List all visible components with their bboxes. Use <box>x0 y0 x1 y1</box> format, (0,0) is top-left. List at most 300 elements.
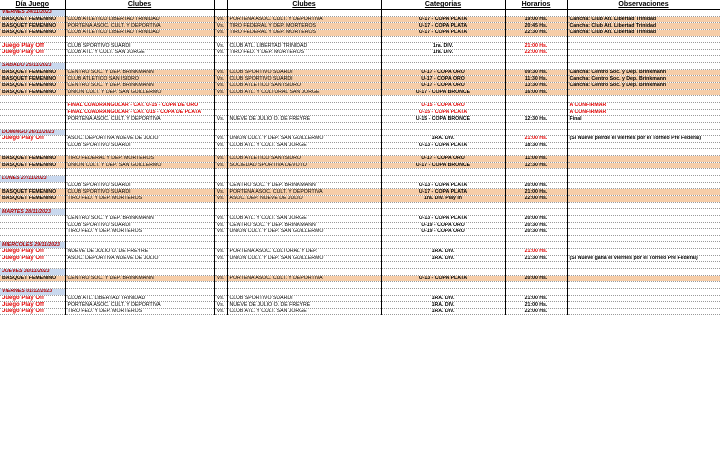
observaciones-cell <box>567 249 720 256</box>
dia-juego-cell: LUNES 27/11/2023 <box>0 176 65 183</box>
club-visitante-cell <box>227 242 381 249</box>
categoria-cell: U-13 - COPA PLATA <box>381 142 505 149</box>
vs-cell: Vs. <box>214 136 227 143</box>
club-local-cell: CLUB SPORTIVO SUARDI <box>65 189 214 196</box>
observaciones-cell <box>567 235 720 242</box>
dia-juego-cell: MIERCOLES 29/11/2023 <box>0 242 65 249</box>
club-local-cell: CLUB ATL. LIBERTAD TRINIDAD <box>65 295 214 302</box>
vs-cell: Vs. <box>214 43 227 50</box>
horario-cell <box>505 202 567 209</box>
observaciones-cell <box>567 89 720 96</box>
club-visitante-cell <box>227 56 381 63</box>
vs-cell <box>214 102 227 109</box>
fixture-rows <box>0 10 720 315</box>
observaciones-cell: Cancha: Centro Soc. y Dep. Brinkmann <box>567 83 720 90</box>
vs-cell <box>214 262 227 269</box>
dia-juego-cell: BASQUET FEMENINO <box>0 76 65 83</box>
club-local-cell: CLUB ATLETICO LIBERTAD TRINIDAD <box>65 16 214 23</box>
club-visitante-cell <box>227 262 381 269</box>
horario-cell <box>505 169 567 176</box>
dia-juego-cell: BASQUET FEMENINO <box>0 29 65 36</box>
club-local-cell: CENTRO SOC. Y DEP. BRINKMANN <box>65 69 214 76</box>
club-local-cell <box>65 36 214 43</box>
vs-cell: Vs. <box>214 249 227 256</box>
club-local-cell: CENTRO SOC. Y DEP. BRINKMANN <box>65 275 214 282</box>
dia-juego-cell: VIERNES 24/11/2023 <box>0 10 65 17</box>
dia-juego-cell <box>0 116 65 123</box>
dia-juego-cell: Juego Play Off <box>0 249 65 256</box>
horario-cell: 21:00 Hs. <box>505 136 567 143</box>
dia-juego-cell: BASQUET FEMENINO <box>0 23 65 30</box>
club-local-cell: ASOC. DEPORTIVA NUEVE DE JULIO <box>65 136 214 143</box>
categoria-cell: U-17 - COPA ORO <box>381 76 505 83</box>
categoria-cell: 1RA. DIV. <box>381 249 505 256</box>
match-row <box>0 102 720 109</box>
categoria-cell <box>381 149 505 156</box>
horario-cell: 13:30 Hs. <box>505 83 567 90</box>
dia-juego-cell: Juego Play Off <box>0 308 65 315</box>
observaciones-cell <box>567 182 720 189</box>
club-local-cell: CLUB SPORTIVO SUARDI <box>65 222 214 229</box>
horario-cell <box>505 149 567 156</box>
dia-juego-cell: BASQUET FEMENINO <box>0 162 65 169</box>
match-row <box>0 249 720 256</box>
dia-juego-cell <box>0 102 65 109</box>
categoria-cell <box>381 262 505 269</box>
club-visitante-cell: CLUB SPORTIVO SUARDI <box>227 76 381 83</box>
observaciones-cell <box>567 262 720 269</box>
vs-cell <box>214 10 227 17</box>
vs-cell <box>214 235 227 242</box>
vs-cell <box>214 288 227 295</box>
observaciones-cell <box>567 282 720 289</box>
day-header-row <box>0 288 720 295</box>
horario-cell: 12:30 Hs. <box>505 162 567 169</box>
observaciones-cell <box>567 195 720 202</box>
dia-juego-cell <box>0 109 65 116</box>
match-row <box>0 308 720 315</box>
categoria-cell <box>381 122 505 129</box>
club-visitante-cell <box>227 149 381 156</box>
spacer-row <box>0 282 720 289</box>
vs-cell: Vs. <box>214 222 227 229</box>
dia-juego-cell: Juego Play Off <box>0 43 65 50</box>
dia-juego-cell <box>0 215 65 222</box>
club-visitante-cell <box>227 109 381 116</box>
club-visitante-cell: PORTEÑA ASOC. CULT. Y DEPORTIVA <box>227 16 381 23</box>
vs-cell <box>214 149 227 156</box>
vs-cell: Vs. <box>214 49 227 56</box>
categoria-cell: U-13 - COPA PLATA <box>381 182 505 189</box>
horario-cell: 20:30 Hs. <box>505 229 567 236</box>
vs-cell <box>214 209 227 216</box>
club-visitante-cell: CLUB ATL. LIBERTAD TRINIDAD <box>227 43 381 50</box>
club-local-cell <box>65 282 214 289</box>
club-local-cell: TIRO FED. Y DEP. MORTEROS <box>65 308 214 315</box>
match-row <box>0 255 720 262</box>
categoria-cell: U-13 - COPA PLATA <box>381 215 505 222</box>
club-local-cell <box>65 268 214 275</box>
day-header-row <box>0 176 720 183</box>
club-visitante-cell: NUEVE DE JULIO O. DE FREYRE <box>227 116 381 123</box>
horario-cell: 12:30 Hs. <box>505 116 567 123</box>
vs-cell: Vs. <box>214 76 227 83</box>
match-row <box>0 275 720 282</box>
observaciones-cell <box>567 142 720 149</box>
horario-cell <box>505 122 567 129</box>
club-local-cell <box>65 242 214 249</box>
categoria-cell: U-17 - COPA ORO <box>381 156 505 163</box>
observaciones-cell <box>567 10 720 17</box>
categoria-cell: 1RA. DIV. <box>381 295 505 302</box>
club-local-cell <box>65 288 214 295</box>
horario-cell: 21:30 Hs. <box>505 255 567 262</box>
horario-cell <box>505 288 567 295</box>
vs-cell: Vs. <box>214 182 227 189</box>
club-local-cell <box>65 209 214 216</box>
dia-juego-cell: Juego Play Off <box>0 49 65 56</box>
observaciones-cell <box>567 288 720 295</box>
categoria-cell: 1RA. DIV. <box>381 255 505 262</box>
dia-juego-cell: BASQUET FEMENINO <box>0 83 65 90</box>
club-local-cell <box>65 10 214 17</box>
observaciones-cell: A CONFIRMAR <box>567 102 720 109</box>
club-visitante-cell <box>227 282 381 289</box>
match-row <box>0 222 720 229</box>
dia-juego-cell: SABADO 25/11/2023 <box>0 63 65 70</box>
header-vs <box>214 0 227 10</box>
club-local-cell <box>65 176 214 183</box>
vs-cell: Vs. <box>214 89 227 96</box>
vs-cell <box>214 109 227 116</box>
horario-cell: 22:30 Hs. <box>505 29 567 36</box>
dia-juego-cell <box>0 222 65 229</box>
match-row <box>0 295 720 302</box>
categoria-cell <box>381 235 505 242</box>
horario-cell: 09:30 Hs. <box>505 69 567 76</box>
club-local-cell <box>65 235 214 242</box>
categoria-cell: 1RA. DIV. <box>381 302 505 309</box>
categoria-cell: U-19 - COPA ORO <box>381 222 505 229</box>
categoria-cell: 1ra. Div. Play In <box>381 195 505 202</box>
club-visitante-cell: ASOC. DEP. NUEVE DE JULIO <box>227 195 381 202</box>
club-visitante-cell: UNION CULT. Y DEP. SAN GUILLERMO <box>227 229 381 236</box>
categoria-cell <box>381 10 505 17</box>
club-local-cell: TIRO FEDERAL Y DEP. MORTEROS <box>65 156 214 163</box>
spacer-row <box>0 96 720 103</box>
categoria-cell: 1RA. DIV. <box>381 308 505 315</box>
club-local-cell: TIRO FED. Y DEP. MORTEROS <box>65 195 214 202</box>
club-local-cell <box>65 122 214 129</box>
dia-juego-cell: MARTES 28/11/2023 <box>0 209 65 216</box>
vs-cell: Vs. <box>214 295 227 302</box>
club-local-cell: NUEVE DE JULIO O. DE FREYRE <box>65 249 214 256</box>
horario-cell <box>505 63 567 70</box>
horario-cell <box>505 36 567 43</box>
vs-cell: Vs. <box>214 83 227 90</box>
observaciones-cell <box>567 295 720 302</box>
dia-juego-cell: BASQUET FEMENINO <box>0 16 65 23</box>
vs-cell: Vs. <box>214 23 227 30</box>
dia-juego-cell: BASQUET FEMENINO <box>0 156 65 163</box>
horario-cell: 22:00 Hs. <box>505 195 567 202</box>
categoria-cell <box>381 176 505 183</box>
categoria-cell: U-17 - COPA ORO <box>381 69 505 76</box>
club-visitante-cell <box>227 169 381 176</box>
day-header-row <box>0 242 720 249</box>
categoria-cell: U-13 - COPA PLATA <box>381 275 505 282</box>
match-row <box>0 43 720 50</box>
dia-juego-cell <box>0 56 65 63</box>
observaciones-cell <box>567 176 720 183</box>
match-row <box>0 142 720 149</box>
header-row <box>0 0 720 10</box>
club-visitante-cell: CLUB ATL. Y CULTURAL SAN JORGE <box>227 89 381 96</box>
horario-cell: 21:00 Hs. <box>505 302 567 309</box>
categoria-cell: U-17 - COPA BRONCE <box>381 89 505 96</box>
club-visitante-cell: CLUB SPORTIVO SUARDI <box>227 295 381 302</box>
club-local-cell <box>65 96 214 103</box>
spacer-row <box>0 36 720 43</box>
club-visitante-cell: PORTEÑA ASOC. CULT. Y DEPORTIVA <box>227 189 381 196</box>
club-visitante-cell <box>227 102 381 109</box>
dia-juego-cell: Juego Play Off <box>0 255 65 262</box>
observaciones-cell: Cancha: Club Atl. Libertad Trinidad <box>567 16 720 23</box>
horario-cell <box>505 109 567 116</box>
club-visitante-cell: CLUB ATLETICO SAN ISIDRO <box>227 83 381 90</box>
vs-cell <box>214 63 227 70</box>
club-visitante-cell <box>227 10 381 17</box>
observaciones-cell: A CONFIRMAR <box>567 109 720 116</box>
club-visitante-cell: NUEVE DE JULIO O. DE FREYRE <box>227 302 381 309</box>
dia-juego-cell: Juego Play Off <box>0 136 65 143</box>
dia-juego-cell: BASQUET FEMENINO <box>0 89 65 96</box>
club-local-cell <box>65 169 214 176</box>
club-visitante-cell <box>227 268 381 275</box>
club-visitante-cell: CLUB SPORTIVO SUARDI <box>227 69 381 76</box>
categoria-cell <box>381 268 505 275</box>
dia-juego-cell: BASQUET FEMENINO <box>0 275 65 282</box>
spacer-row <box>0 235 720 242</box>
club-visitante-cell: CLUB ATL. Y CULT. SAN JORGE <box>227 308 381 315</box>
match-row <box>0 229 720 236</box>
horario-cell <box>505 242 567 249</box>
vs-cell: Vs. <box>214 142 227 149</box>
vs-cell: Vs. <box>214 189 227 196</box>
observaciones-cell <box>567 308 720 315</box>
horario-cell: 20:30 Hs. <box>505 222 567 229</box>
club-local-cell <box>65 202 214 209</box>
horario-cell <box>505 96 567 103</box>
horario-cell <box>505 176 567 183</box>
observaciones-cell <box>567 63 720 70</box>
horario-cell: 11:30 Hs. <box>505 76 567 83</box>
match-row <box>0 89 720 96</box>
observaciones-cell: Cancha: Centro Soc. y Dep. Brinkmann <box>567 69 720 76</box>
observaciones-cell <box>567 36 720 43</box>
club-local-cell: CENTRO SOC. Y DEP. BRINKMANN <box>65 215 214 222</box>
club-visitante-cell <box>227 176 381 183</box>
spacer-row <box>0 262 720 269</box>
spacer-row <box>0 122 720 129</box>
categoria-cell <box>381 63 505 70</box>
categoria-cell <box>381 36 505 43</box>
club-visitante-cell: UNION CULT. Y DEP. SAN GUILLERMO <box>227 255 381 262</box>
vs-cell <box>214 176 227 183</box>
horario-cell: 22:00 Hs. <box>505 49 567 56</box>
dia-juego-cell <box>0 235 65 242</box>
match-row <box>0 195 720 202</box>
spacer-row <box>0 202 720 209</box>
dia-juego-cell: Juego Play Off <box>0 302 65 309</box>
dia-juego-cell <box>0 262 65 269</box>
club-visitante-cell <box>227 235 381 242</box>
categoria-cell: 1RA. DIV. <box>381 136 505 143</box>
categoria-cell: U-17 - COPA PLATA <box>381 29 505 36</box>
dia-juego-cell: JUEVES 30/11/2023 <box>0 268 65 275</box>
observaciones-cell: Cancha: Centro Soc. y Dep. Brinkmann <box>567 76 720 83</box>
horario-cell <box>505 209 567 216</box>
club-local-cell: CLUB ATL. Y CULT. SAN JORGE <box>65 49 214 56</box>
horario-cell: 21:00 Hs. <box>505 295 567 302</box>
vs-cell: Vs. <box>214 302 227 309</box>
club-local-cell: CLUB ATLETICO SAN ISIDRO <box>65 76 214 83</box>
vs-cell <box>214 282 227 289</box>
club-local-cell: CLUB ATLETICO LIBERTAD TRINIDAD <box>65 29 214 36</box>
match-row <box>0 83 720 90</box>
vs-cell <box>214 268 227 275</box>
vs-cell <box>214 36 227 43</box>
observaciones-cell <box>567 222 720 229</box>
categoria-cell: 1ra. DIV. <box>381 43 505 50</box>
vs-cell: Vs. <box>214 156 227 163</box>
observaciones-cell: (Si Nueve pierde el viernes por el Torneo Pre Federal) <box>567 136 720 143</box>
observaciones-cell <box>567 275 720 282</box>
horario-cell <box>505 102 567 109</box>
spacer-row <box>0 149 720 156</box>
club-visitante-cell: CLUB ATL. Y CULT. SAN JORGE <box>227 142 381 149</box>
categoria-cell <box>381 169 505 176</box>
categoria-cell <box>381 209 505 216</box>
dia-juego-cell <box>0 96 65 103</box>
observaciones-cell <box>567 169 720 176</box>
match-row <box>0 215 720 222</box>
categoria-cell <box>381 282 505 289</box>
header-horarios: Horarios <box>505 0 567 10</box>
observaciones-cell <box>567 43 720 50</box>
observaciones-cell <box>567 156 720 163</box>
horario-cell: 19:00 Hs. <box>505 16 567 23</box>
club-local-cell <box>65 63 214 70</box>
club-local-cell: CLUB SPORTIVO SUARDI <box>65 182 214 189</box>
club-visitante-cell <box>227 129 381 136</box>
categoria-cell: U-15 - COPA ORO <box>381 102 505 109</box>
observaciones-cell <box>567 215 720 222</box>
vs-cell <box>214 96 227 103</box>
spacer-row <box>0 56 720 63</box>
club-visitante-cell <box>227 122 381 129</box>
observaciones-cell <box>567 162 720 169</box>
categoria-cell: U-15 - COPA BRONCE <box>381 116 505 123</box>
club-local-cell: PORTEÑA ASOC. CULT. Y DEPORTIVA <box>65 302 214 309</box>
observaciones-cell <box>567 202 720 209</box>
club-visitante-cell <box>227 209 381 216</box>
dia-juego-cell <box>0 182 65 189</box>
club-visitante-cell <box>227 288 381 295</box>
vs-cell: Vs. <box>214 29 227 36</box>
vs-cell <box>214 169 227 176</box>
categoria-cell <box>381 56 505 63</box>
dia-juego-cell <box>0 169 65 176</box>
match-row <box>0 69 720 76</box>
dia-juego-cell: Juego Play Off <box>0 295 65 302</box>
dia-juego-cell: DOMINGO 26/11/2023 <box>0 129 65 136</box>
match-row <box>0 109 720 116</box>
club-local-cell <box>65 262 214 269</box>
vs-cell: Vs. <box>214 162 227 169</box>
dia-juego-cell <box>0 202 65 209</box>
club-local-cell <box>65 129 214 136</box>
horario-cell <box>505 10 567 17</box>
categoria-cell <box>381 288 505 295</box>
header-observaciones: Observaciones <box>567 0 720 10</box>
club-local-cell: TIRO FED. Y DEP. MORTEROS <box>65 229 214 236</box>
horario-cell: 11:00 Hs. <box>505 156 567 163</box>
club-local-cell: ASOC. DEPORTIVA NUEVE DE JULIO <box>65 255 214 262</box>
horario-cell: 18:30 Hs. <box>505 142 567 149</box>
day-header-row <box>0 10 720 17</box>
categoria-cell <box>381 202 505 209</box>
categoria-cell: U-17 - COPA PLATA <box>381 189 505 196</box>
horario-cell <box>505 129 567 136</box>
match-row <box>0 76 720 83</box>
club-visitante-cell: TIRO FEDERAL Y DEP. MORTEROS <box>227 23 381 30</box>
vs-cell <box>214 242 227 249</box>
vs-cell <box>214 56 227 63</box>
categoria-cell: U-15 - COPA PLATA <box>381 109 505 116</box>
horario-cell: 16:00 Hs. <box>505 89 567 96</box>
dia-juego-cell <box>0 142 65 149</box>
club-visitante-cell: CENTRO SOC. Y DEP. BRINKMANN <box>227 222 381 229</box>
header-clubes-local: Clubes <box>65 0 214 10</box>
vs-cell <box>214 122 227 129</box>
match-row <box>0 16 720 23</box>
horario-cell <box>505 235 567 242</box>
club-visitante-cell: PORTEÑA ASOC. CULT. Y DEPORTIVA <box>227 275 381 282</box>
match-row <box>0 23 720 30</box>
club-visitante-cell <box>227 202 381 209</box>
observaciones-cell <box>567 129 720 136</box>
observaciones-cell: (Si Nueve gana el viernes por el Torneo Pre Federal) <box>567 255 720 262</box>
day-header-row <box>0 268 720 275</box>
match-row <box>0 116 720 123</box>
categoria-cell: U-17 - COPA BRONCE <box>381 162 505 169</box>
club-local-cell: PORTEÑA ASOC. CULT. Y DEPORTIVA <box>65 23 214 30</box>
vs-cell: Vs. <box>214 255 227 262</box>
club-local-cell: CLUB SPORTIVO SUARDI <box>65 43 214 50</box>
dia-juego-cell: VIERNES 01/12/2023 <box>0 288 65 295</box>
match-row <box>0 189 720 196</box>
observaciones-cell <box>567 96 720 103</box>
match-row <box>0 182 720 189</box>
spacer-row <box>0 169 720 176</box>
day-header-row <box>0 129 720 136</box>
categoria-cell: U-17 - COPA PLATA <box>381 16 505 23</box>
club-visitante-cell <box>227 36 381 43</box>
horario-cell <box>505 268 567 275</box>
dia-juego-cell <box>0 36 65 43</box>
vs-cell <box>214 202 227 209</box>
